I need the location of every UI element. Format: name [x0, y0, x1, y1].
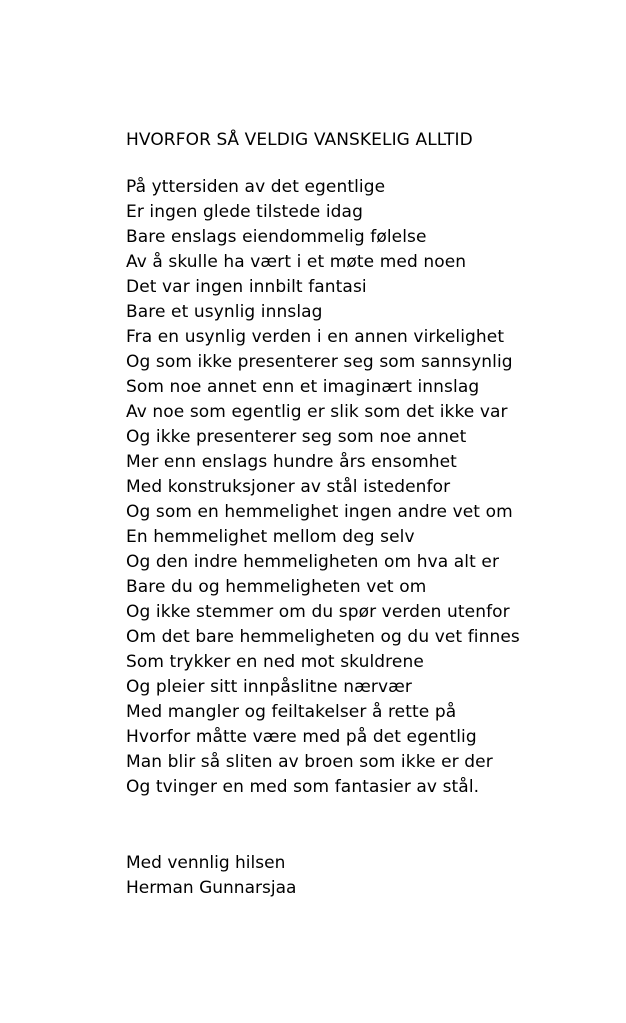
- poem-line: Som noe annet enn et imaginært innslag: [126, 377, 480, 397]
- poem-line: Med mangler og feiltakelser å rette på: [126, 702, 457, 722]
- poem-line: Bare et usynlig innslag: [126, 302, 323, 322]
- poem-line: På yttersiden av det egentlige: [126, 177, 386, 197]
- poem-line: Bare enslags eiendommelig følelse: [126, 227, 427, 247]
- poem-line: Det var ingen innbilt fantasi: [126, 277, 367, 297]
- poem-line: Bare du og hemmeligheten vet om: [126, 577, 427, 597]
- poem-line: Og den indre hemmeligheten om hva alt er: [126, 552, 500, 572]
- poem-line: Og ikke stemmer om du spør verden utenfor: [126, 602, 510, 622]
- poem-line: Som trykker en ned mot skuldrene: [126, 652, 424, 672]
- poem-line: Man blir så sliten av broen som ikke er der: [126, 752, 493, 772]
- poem-line: Fra en usynlig verden i en annen virkelighet: [126, 327, 505, 347]
- poem-line: Om det bare hemmeligheten og du vet finnes: [126, 627, 520, 647]
- poem-title: HVORFOR SÅ VELDIG VANSKELIG ALLTID: [126, 130, 473, 150]
- poem-line: En hemmelighet mellom deg selv: [126, 527, 415, 547]
- poem-line: Og pleier sitt innpåslitne nærvær: [126, 677, 413, 697]
- poem-line: Er ingen glede tilstede idag: [126, 202, 363, 222]
- poem-line: Mer enn enslags hundre års ensomhet: [126, 452, 457, 472]
- signature-block: [126, 851, 296, 901]
- poem-line: Hvorfor måtte være med på det egentlig: [126, 727, 477, 747]
- poem-line: Og som ikke presenterer seg som sannsynlig: [126, 352, 513, 372]
- poem-line: Med konstruksjoner av stål istedenfor: [126, 477, 451, 497]
- poem-line: Av noe som egentlig er slik som det ikke var: [126, 402, 508, 422]
- closing-greeting: Med vennlig hilsen: [126, 853, 286, 873]
- poem-line: Og som en hemmelighet ingen andre vet om: [126, 502, 513, 522]
- poem-body: [126, 175, 520, 800]
- poem-line: Av å skulle ha vært i et møte med noen: [126, 252, 467, 272]
- author-name: Herman Gunnarsjaa: [126, 878, 297, 898]
- poem-line: Og ikke presenterer seg som noe annet: [126, 427, 467, 447]
- poem-line: Og tvinger en med som fantasier av stål.: [126, 777, 480, 797]
